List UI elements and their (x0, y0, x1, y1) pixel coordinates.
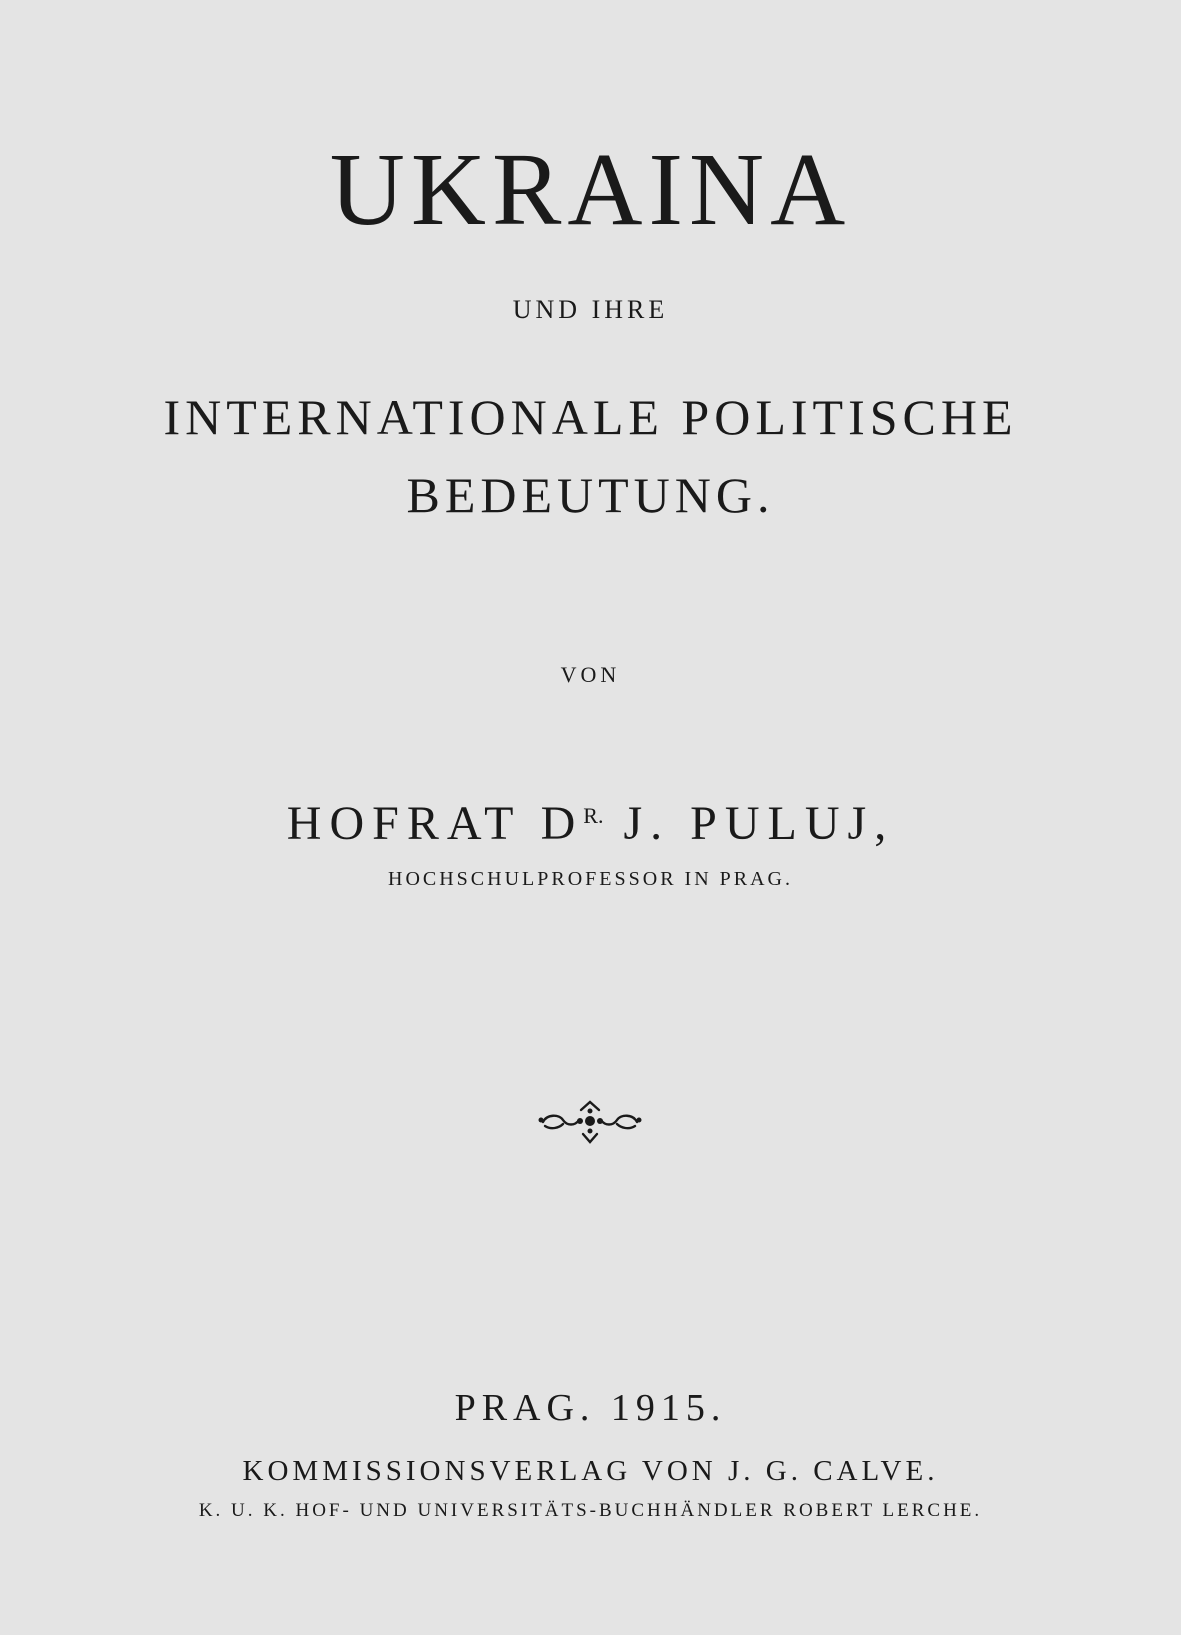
subtitle-connector: UND IHRE (512, 295, 669, 324)
author-degree-sup: R. (583, 803, 604, 828)
author-title: HOFRAT D (286, 797, 584, 850)
book-title: UKRAINA (329, 132, 852, 247)
author-line (0, 797, 1181, 850)
place-and-year: PRAG. 1915. (454, 1387, 727, 1429)
fleuron-ornament-icon (535, 1096, 645, 1146)
by-label: VON (560, 662, 621, 687)
subtitle-line-2: BEDEUTUNG. (406, 467, 775, 523)
bookseller-line: K. U. K. HOF- UND UNIVERSITÄTS-BUCHHÄNDLER ROBERT LERCHE. (198, 1500, 983, 1521)
publisher-line: KOMMISSIONSVERLAG VON J. G. CALVE. (242, 1455, 939, 1487)
author-affiliation: HOCHSCHULPROFESSOR IN PRAG. (388, 868, 793, 890)
subtitle-line-1: INTERNATIONALE POLITISCHE (163, 389, 1018, 445)
author-name: J. PULUJ, (603, 797, 895, 850)
